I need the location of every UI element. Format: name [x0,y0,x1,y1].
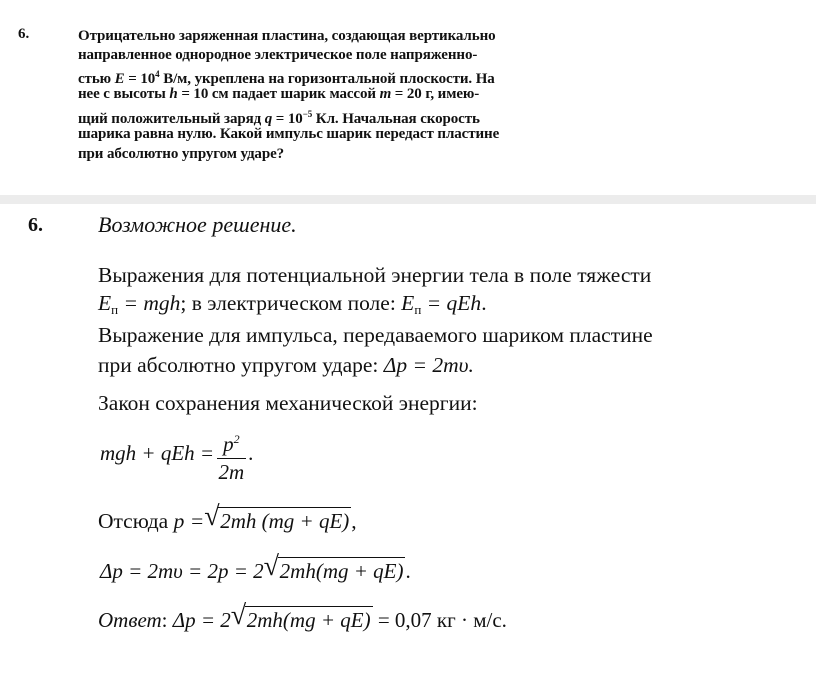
var-E: E [114,71,125,87]
section-divider [0,195,816,204]
problem-number: 6. [18,26,30,42]
solution-p3-line1: Закон сохранения механической энергии: [98,391,478,415]
delta-p-line: Δp = 2mυ = 2p = 2 √ 2mh(mg + qE). [100,551,411,583]
solution-p2-line1: Выражение для импульса, передаваемого шариком пластине [98,323,653,347]
problem-line-4: нее с высоты h = 10 см падает шарик массой m = 20 г, имею- [78,86,480,102]
solution-title: Возможное решение. [98,212,297,237]
exponent: −5 [302,109,313,119]
sqrt-expression: √ 2mh(mg + qE) [263,551,404,583]
sqrt-expression: √ 2mh (mg + qE) [204,501,350,533]
answer-label: Ответ [98,608,162,632]
answer-unit: кг · м/с. [431,608,507,632]
solution-number: 6. [28,214,43,236]
momentum-formula: Δp = 2mυ. [383,353,474,377]
answer-value: = 0,07 [372,608,432,632]
var-h: h [169,86,178,102]
energy-formula: mgh + qEh = $\frac{p^2}{2m}$ . [100,425,254,485]
solution-p1-line1: Выражения для потенциальной энергии тела в поле тяжести [98,263,652,287]
fraction: $\frac{p^2}{2m}$ [217,425,246,485]
sqrt-expression: √ 2mh(mg + qE) [230,600,371,632]
solution-p2-line2: при абсолютно упругом ударе: Δp = 2mυ. [98,353,474,377]
answer-line: Ответ: Δp = 2 √ 2mh(mg + qE) = 0,07 кг · м/с. [98,600,507,632]
problem-line-1: Отрицательно заряженная пластина, создающая вертикально [78,28,496,44]
problem-line-2: направленное однородное электрическое поле напряженно- [78,47,478,63]
exponent: 4 [155,69,160,79]
problem-line-3: стью $E = 10^4$ В/м, укреплена на горизонтальной плоскости. На [78,69,495,87]
solution-p1-line2: $E_п$ = mgh; в электрическом поле: $E_п$ = qEh. [98,291,487,317]
problem-line-5: щий положительный заряд $q = 10^{-5}$ Кл. Начальная скорость [78,109,480,127]
problem-line-6: шарика равна нулю. Какой импульс шарик передаст пластине [78,126,500,142]
problem-line-7: при абсолютно упругом ударе? [78,146,285,162]
result-p-line: Отсюда p = √ 2mh (mg + qE), [98,501,357,533]
var-q: q [264,111,273,127]
var-m: m [379,86,392,102]
